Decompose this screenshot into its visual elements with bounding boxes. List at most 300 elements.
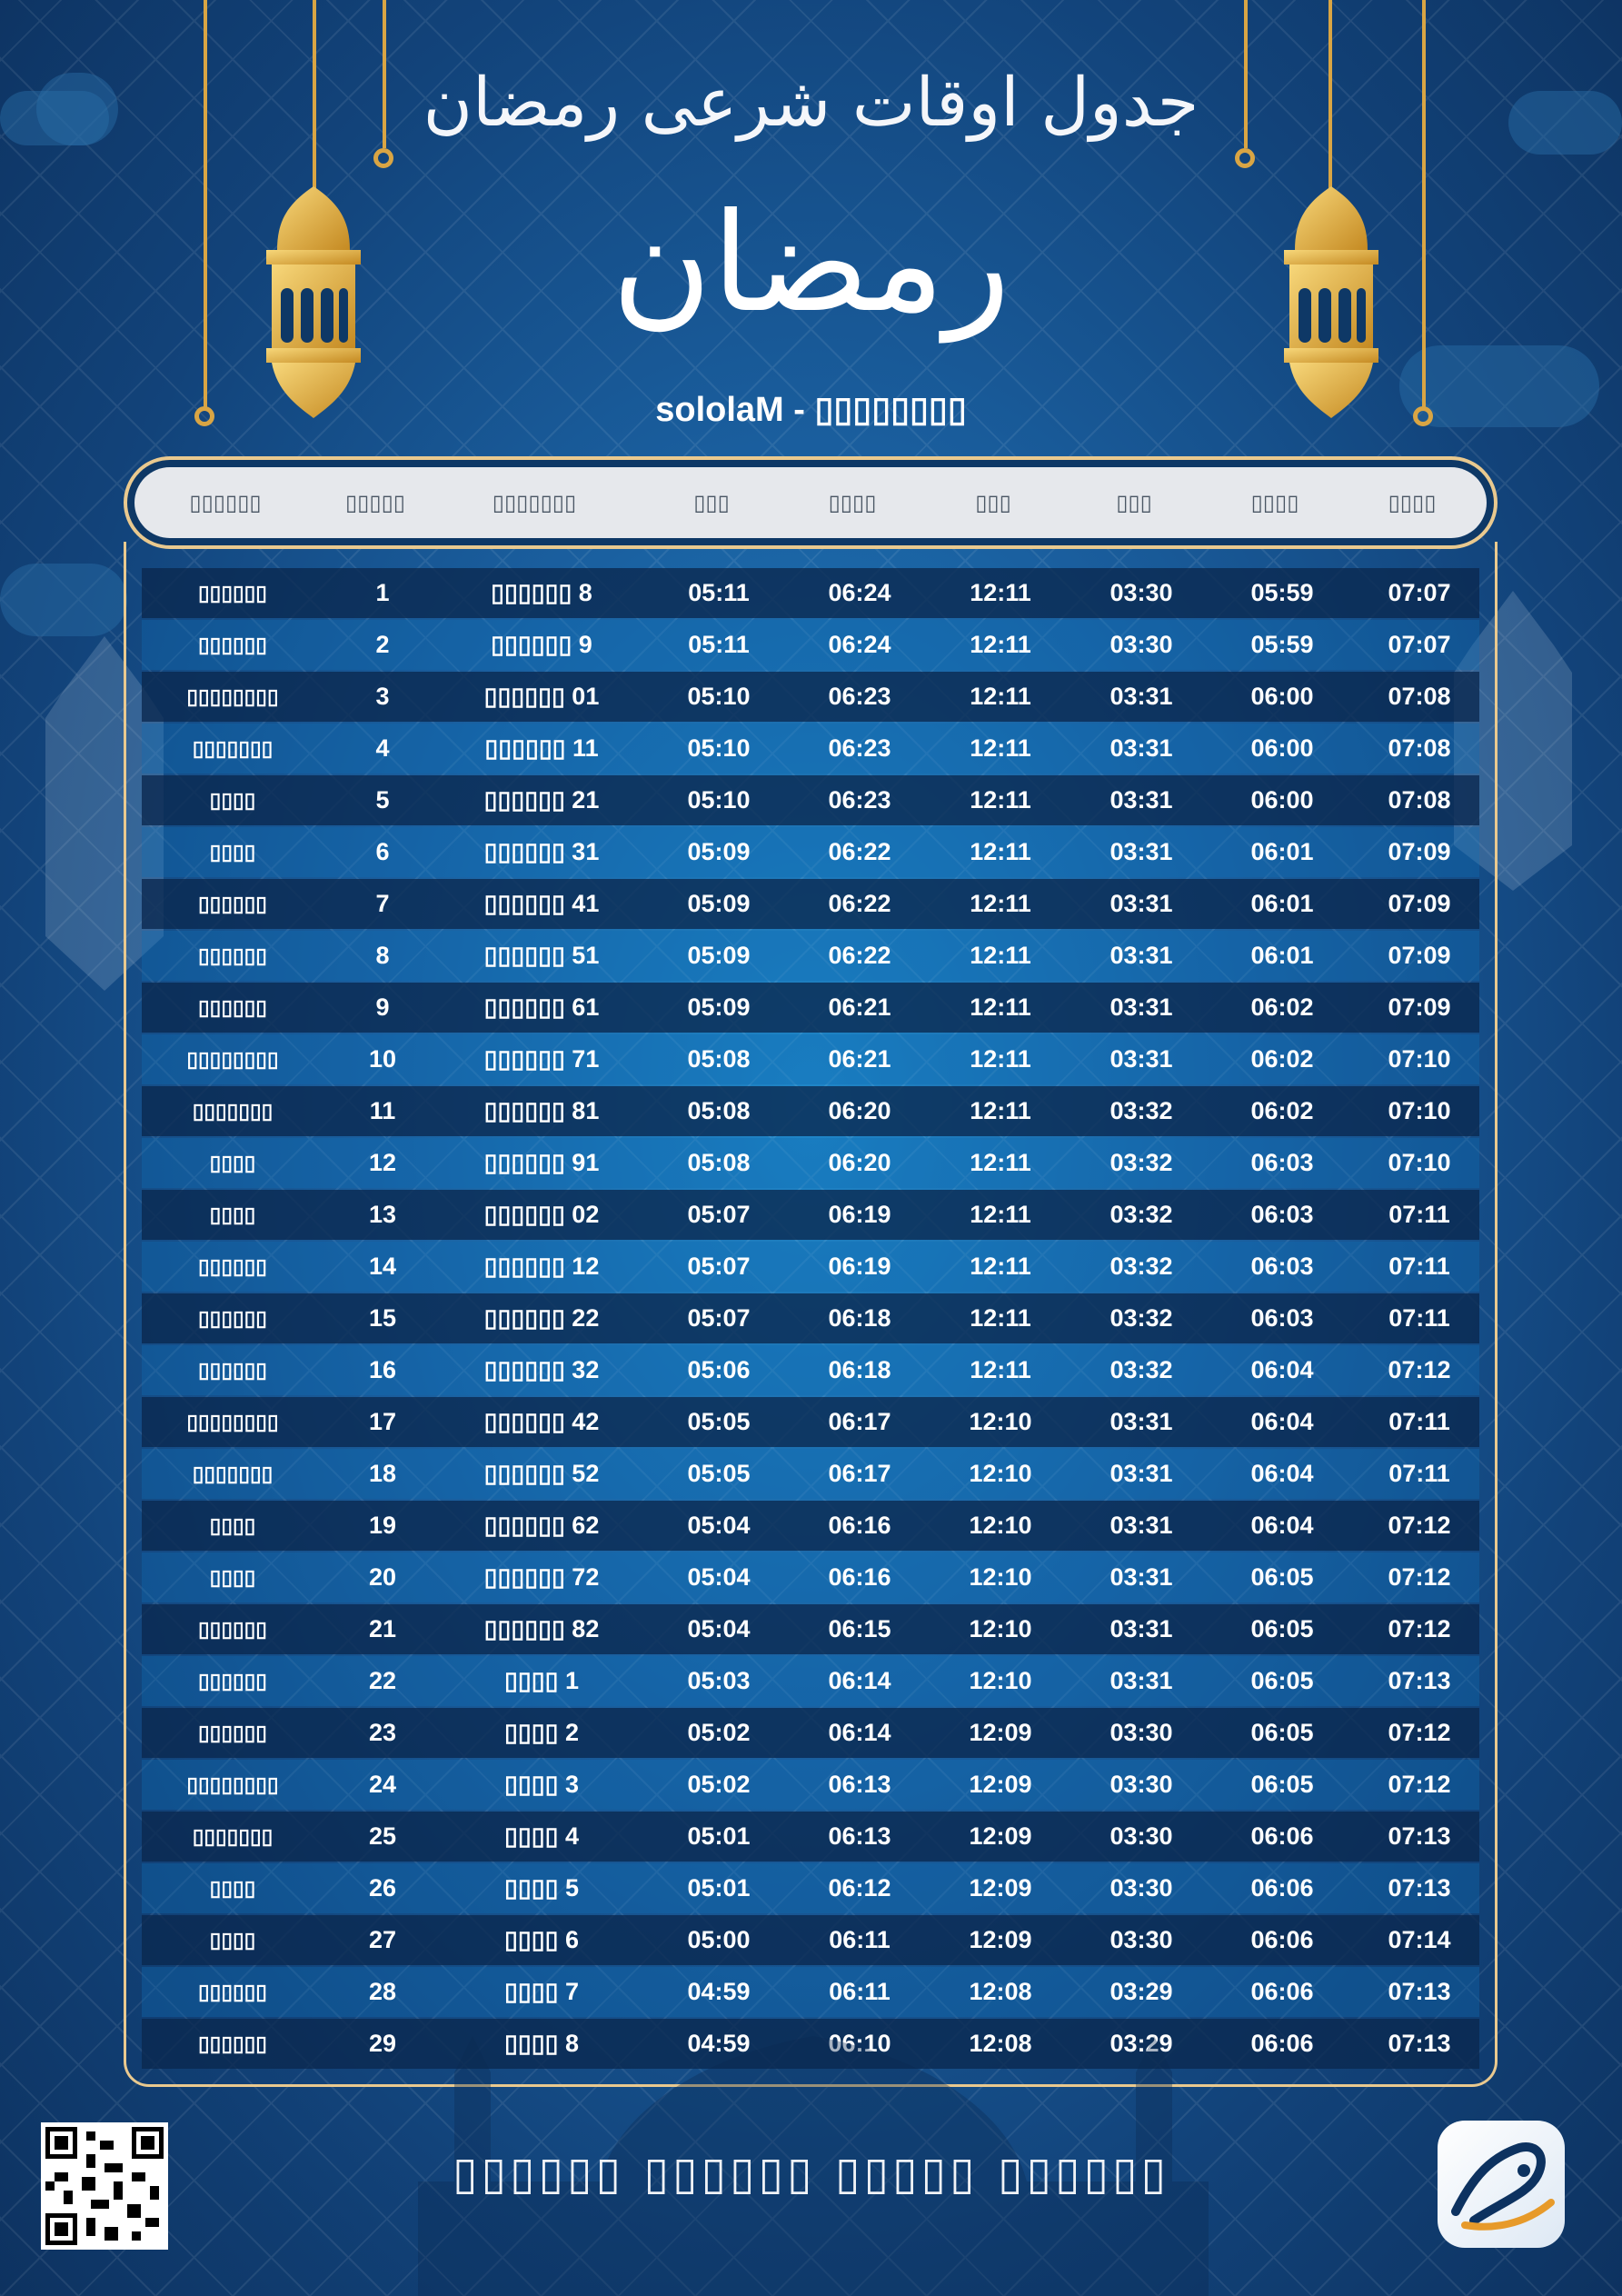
table-cell: 07:07 <box>1388 631 1451 658</box>
table-cell: 05:09 <box>687 942 751 969</box>
table-cell: 06:13 <box>828 1771 891 1798</box>
column-header: ▯▯▯ <box>1116 490 1152 515</box>
table-cell: 06:11 <box>829 1926 891 1953</box>
table-cell: 05:08 <box>687 1045 751 1073</box>
table-cell: 06:23 <box>828 786 891 814</box>
table-cell: 07:07 <box>1388 579 1451 606</box>
table-cell: 05:59 <box>1250 631 1314 658</box>
table-cell: 12:09 <box>969 1874 1032 1902</box>
table-cell: ▯▯▯▯ 4 <box>504 1822 579 1850</box>
table-cell: 05:06 <box>687 1356 751 1383</box>
table-cell: 28 <box>368 1978 397 2005</box>
column-header: ▯▯▯▯▯▯▯ <box>492 490 577 515</box>
table-cell: 05:05 <box>687 1460 751 1487</box>
table-cell: 03:31 <box>1110 734 1173 762</box>
table-cell: ▯▯▯▯▯▯▯ <box>192 736 274 760</box>
table-cell: 07:13 <box>1388 1978 1451 2005</box>
table-cell: 06:05 <box>1250 1719 1314 1746</box>
table-row <box>142 1604 1479 1654</box>
table-cell: 03:31 <box>1110 890 1173 917</box>
table-cell: 06:17 <box>828 1408 891 1435</box>
table-cell: ▯▯▯▯▯▯ 01 <box>483 683 600 710</box>
column-header: ▯▯▯▯ <box>828 490 877 515</box>
table-cell: ▯▯▯▯▯▯ <box>198 1669 267 1692</box>
table-cell: ▯▯▯▯▯▯ <box>198 943 267 967</box>
table-cell: 17 <box>368 1408 397 1435</box>
table-cell: ▯▯▯▯▯▯ <box>198 1306 267 1330</box>
table-cell: 21 <box>368 1615 397 1642</box>
table-cell: ▯▯▯▯▯▯ 82 <box>483 1615 600 1642</box>
table-cell: 07:09 <box>1388 942 1451 969</box>
table-cell: ▯▯▯▯▯▯ 11 <box>484 734 599 762</box>
table-cell: 12:11 <box>970 579 1031 606</box>
table-cell: 05:07 <box>687 1201 751 1228</box>
table-cell: 05:08 <box>687 1149 751 1176</box>
column-header: ▯▯▯▯ <box>1250 490 1299 515</box>
table-cell: 05:03 <box>687 1667 751 1694</box>
table-cell: 06:17 <box>828 1460 891 1487</box>
table-cell: 03:31 <box>1110 786 1173 814</box>
table-cell: 12:11 <box>970 942 1031 969</box>
table-cell: 03:30 <box>1110 1926 1173 1953</box>
table-cell: 05:00 <box>687 1926 751 1953</box>
table-cell: ▯▯▯▯▯▯ <box>198 1721 267 1744</box>
table-cell: 06:20 <box>828 1149 891 1176</box>
table-row <box>142 1760 1479 1810</box>
table-cell: 2 <box>375 631 390 658</box>
table-cell: 07:12 <box>1388 1615 1451 1642</box>
table-cell: 06:03 <box>1250 1253 1314 1280</box>
table-cell: 06:00 <box>1250 683 1314 710</box>
table-cell: 06:10 <box>828 2030 891 2057</box>
table-cell: 06:05 <box>1250 1667 1314 1694</box>
table-row <box>142 724 1479 774</box>
table-cell: ▯▯▯▯▯▯ 02 <box>483 1201 600 1228</box>
table-cell: ▯▯▯▯ 8 <box>504 2030 579 2057</box>
table-row <box>142 1034 1479 1084</box>
table-cell: ▯▯▯▯▯▯ 12 <box>483 1253 600 1280</box>
table-row <box>142 620 1479 670</box>
table-cell: ▯▯▯▯▯▯ <box>198 892 267 915</box>
table-cell: ▯▯▯▯ 7 <box>504 1978 579 2005</box>
table-cell: 07:12 <box>1388 1356 1451 1383</box>
table-cell: 03:31 <box>1110 993 1173 1021</box>
table-cell: 07:08 <box>1388 683 1451 710</box>
table-cell: ▯▯▯▯ <box>209 1565 256 1589</box>
table-cell: 06:21 <box>828 1045 891 1073</box>
table-cell: 06:03 <box>1250 1304 1314 1332</box>
table-cell: 05:10 <box>687 683 751 710</box>
table-cell: 07:13 <box>1388 1822 1451 1850</box>
table-cell: 05:10 <box>687 734 751 762</box>
table-cell: ▯▯▯▯ 5 <box>504 1874 579 1902</box>
table-cell: ▯▯▯▯ <box>209 788 256 812</box>
table-cell: ▯▯▯▯▯▯ 22 <box>483 1304 600 1332</box>
table-cell: ▯▯▯▯ <box>209 1151 256 1174</box>
table-cell: 06:03 <box>1250 1149 1314 1176</box>
table-cell: 12:11 <box>970 786 1031 814</box>
ramadan-title: رمضان <box>612 185 1010 343</box>
table-cell: 06:02 <box>1250 993 1314 1021</box>
table-cell: 06:12 <box>828 1874 891 1902</box>
table-cell: 05:05 <box>687 1408 751 1435</box>
table-cell: 12:10 <box>969 1667 1032 1694</box>
table-cell: ▯▯▯▯▯▯ <box>198 1254 267 1278</box>
table-cell: ▯▯▯▯ 2 <box>504 1719 579 1746</box>
table-row <box>142 1552 1479 1602</box>
table-cell: 12:09 <box>969 1926 1032 1953</box>
table-cell: 12:09 <box>969 1771 1032 1798</box>
table-cell: 03:29 <box>1110 1978 1173 2005</box>
table-cell: 07:09 <box>1388 993 1451 1021</box>
table-cell: 12:08 <box>969 1978 1032 2005</box>
table-cell: 12:10 <box>969 1563 1032 1591</box>
table-cell: ▯▯▯▯▯▯ <box>198 581 267 604</box>
table-cell: 07:14 <box>1388 1926 1451 1953</box>
table-cell: 06:06 <box>1250 1926 1314 1953</box>
table-cell: ▯▯▯▯ <box>209 1928 256 1952</box>
table-cell: ▯▯▯▯▯▯▯ <box>192 1824 274 1848</box>
table-cell: ▯▯▯▯ <box>209 840 256 863</box>
table-header <box>124 456 1498 549</box>
column-header: ▯▯▯▯▯▯ <box>189 490 262 515</box>
table-cell: ▯▯▯▯▯▯▯▯ <box>186 1047 279 1071</box>
table-cell: 03:30 <box>1110 1874 1173 1902</box>
table-cell: ▯▯▯▯▯▯ 9 <box>491 631 592 658</box>
table-cell: 07:12 <box>1388 1771 1451 1798</box>
table-cell: 06:03 <box>1250 1201 1314 1228</box>
table-cell: 12:11 <box>970 890 1031 917</box>
table-cell: 06:20 <box>828 1097 891 1124</box>
table-cell: 12:10 <box>969 1615 1032 1642</box>
table-cell: 07:08 <box>1388 734 1451 762</box>
table-cell: 06:16 <box>828 1563 891 1591</box>
table-cell: 06:04 <box>1250 1460 1314 1487</box>
table-cell: 03:30 <box>1110 1719 1173 1746</box>
table-cell: 03:31 <box>1110 942 1173 969</box>
table-cell: ▯▯▯▯▯▯ 61 <box>483 993 600 1021</box>
table-row <box>142 1863 1479 1913</box>
table-row <box>142 1656 1479 1706</box>
table-cell: 06:18 <box>828 1356 891 1383</box>
table-cell: 06:24 <box>828 631 891 658</box>
table-cell: 18 <box>368 1460 397 1487</box>
table-cell: ▯▯▯▯ <box>209 1876 256 1900</box>
table-cell: 4 <box>375 734 390 762</box>
table-cell: 07:11 <box>1388 1408 1450 1435</box>
table-cell: 05:09 <box>687 890 751 917</box>
table-cell: 3 <box>375 683 390 710</box>
table-row <box>142 1708 1479 1758</box>
table-cell: 07:12 <box>1388 1563 1451 1591</box>
table-cell: 07:13 <box>1388 1874 1451 1902</box>
table-cell: 06:14 <box>828 1667 891 1694</box>
table-cell: 03:32 <box>1110 1304 1173 1332</box>
table-cell: 05:01 <box>687 1874 751 1902</box>
table-row <box>142 672 1479 722</box>
chain-ring <box>1235 148 1255 168</box>
table-cell: 06:22 <box>828 890 891 917</box>
table-cell: 06:21 <box>828 993 891 1021</box>
table-cell: 07:09 <box>1388 838 1451 865</box>
table-cell: 03:32 <box>1110 1097 1173 1124</box>
table-cell: 07:12 <box>1388 1719 1451 1746</box>
page-title: جدول اوقات شرعی رمضان <box>423 64 1199 142</box>
table-cell: 12:11 <box>970 1304 1031 1332</box>
table-cell: 06:00 <box>1250 734 1314 762</box>
table-cell: 03:30 <box>1110 579 1173 606</box>
table-row <box>142 879 1479 929</box>
table-row <box>142 1293 1479 1343</box>
table-cell: 05:08 <box>687 1097 751 1124</box>
table-cell: ▯▯▯▯▯▯ 62 <box>483 1512 600 1539</box>
table-cell: 03:32 <box>1110 1253 1173 1280</box>
table-cell: ▯▯▯▯▯▯ 21 <box>483 786 600 814</box>
table-cell: 12 <box>368 1149 397 1176</box>
column-header: ▯▯▯▯▯ <box>344 490 406 515</box>
table-cell: 12:11 <box>970 838 1031 865</box>
table-cell: 15 <box>368 1304 397 1332</box>
table-cell: 04:59 <box>687 1978 751 2005</box>
table-cell: 06:24 <box>828 579 891 606</box>
table-cell: 22 <box>368 1667 397 1694</box>
table-cell: 5 <box>375 786 390 814</box>
table-cell: 11 <box>369 1097 396 1124</box>
table-cell: 12:11 <box>970 1097 1031 1124</box>
table-cell: 06:22 <box>828 838 891 865</box>
table-cell: 05:04 <box>687 1615 751 1642</box>
table-row <box>142 568 1479 618</box>
table-cell: ▯▯▯▯▯▯ 8 <box>491 579 592 606</box>
table-cell: 12:11 <box>970 1253 1031 1280</box>
table-cell: 07:11 <box>1388 1201 1450 1228</box>
table-cell: 12:11 <box>970 683 1031 710</box>
table-cell: 03:31 <box>1110 838 1173 865</box>
table-cell: 03:31 <box>1110 1408 1173 1435</box>
table-cell: 07:12 <box>1388 1512 1451 1539</box>
table-cell: ▯▯▯▯▯▯▯▯ <box>186 1410 279 1433</box>
table-cell: 03:30 <box>1110 1771 1173 1798</box>
table-cell: 12:11 <box>970 1356 1031 1383</box>
table-cell: ▯▯▯▯▯▯▯▯ <box>186 1772 279 1796</box>
table-row <box>142 931 1479 981</box>
table-cell: ▯▯▯▯▯▯ 41 <box>483 890 600 917</box>
table-cell: 06:01 <box>1250 942 1314 969</box>
table-cell: 07:10 <box>1388 1149 1451 1176</box>
table-cell: 20 <box>368 1563 397 1591</box>
table-cell: 12:10 <box>969 1408 1032 1435</box>
table-cell: 06:02 <box>1250 1097 1314 1124</box>
table-cell: 03:29 <box>1110 2030 1173 2057</box>
table-cell: ▯▯▯▯▯▯ 51 <box>483 942 600 969</box>
table-cell: 12:10 <box>969 1460 1032 1487</box>
table-cell: 10 <box>368 1045 397 1073</box>
table-cell: 05:59 <box>1250 579 1314 606</box>
table-cell: ▯▯▯▯▯▯▯▯ <box>186 684 279 708</box>
table-cell: ▯▯▯▯▯▯ 42 <box>483 1408 600 1435</box>
table-cell: 1 <box>375 579 390 606</box>
table-cell: 07:10 <box>1388 1045 1451 1073</box>
table-cell: 06:14 <box>828 1719 891 1746</box>
table-cell: 06:18 <box>828 1304 891 1332</box>
table-cell: 06:15 <box>828 1615 891 1642</box>
column-header: ▯▯▯▯ <box>1388 490 1437 515</box>
table-cell: 07:13 <box>1388 1667 1451 1694</box>
column-header: ▯▯▯ <box>693 490 730 515</box>
table-cell: 19 <box>368 1512 397 1539</box>
table-cell: ▯▯▯▯▯▯ 81 <box>483 1097 600 1124</box>
table-cell: 06:04 <box>1250 1408 1314 1435</box>
table-cell: ▯▯▯▯▯▯▯ <box>192 1099 274 1123</box>
table-cell: 06:16 <box>828 1512 891 1539</box>
table-cell: 8 <box>375 942 390 969</box>
table-cell: 03:31 <box>1110 1460 1173 1487</box>
table-row <box>142 1501 1479 1551</box>
table-cell: 05:11 <box>688 631 750 658</box>
table-cell: 03:32 <box>1110 1149 1173 1176</box>
table-cell: 03:31 <box>1110 683 1173 710</box>
table-cell: 06:19 <box>828 1253 891 1280</box>
table-cell: 06:01 <box>1250 890 1314 917</box>
table-cell: ▯▯▯▯▯▯ 72 <box>483 1563 600 1591</box>
table-cell: 03:32 <box>1110 1201 1173 1228</box>
table-cell: ▯▯▯▯▯▯ 31 <box>483 838 600 865</box>
table-cell: 06:05 <box>1250 1771 1314 1798</box>
table-cell: 24 <box>368 1771 397 1798</box>
table-cell: ▯▯▯▯▯▯ <box>198 1617 267 1641</box>
table-cell: 12:11 <box>970 1201 1031 1228</box>
table-row <box>142 775 1479 825</box>
table-cell: 05:01 <box>687 1822 751 1850</box>
table-cell: 16 <box>368 1356 397 1383</box>
table-row <box>142 1449 1479 1499</box>
table-cell: 03:30 <box>1110 1822 1173 1850</box>
table-cell: 07:13 <box>1388 2030 1451 2057</box>
brand-logo-icon <box>1438 2121 1565 2248</box>
table-row <box>142 1397 1479 1447</box>
table-cell: 07:11 <box>1388 1460 1450 1487</box>
location-subtitle: sololaM - ▯▯▯▯▯▯▯▯ <box>655 391 967 429</box>
table-cell: 12:11 <box>970 734 1031 762</box>
table-header-inner <box>134 467 1487 538</box>
table-cell: 03:31 <box>1110 1512 1173 1539</box>
table-row <box>142 1086 1479 1136</box>
table-cell: 06:06 <box>1250 2030 1314 2057</box>
table-cell: ▯▯▯▯▯▯ 91 <box>483 1149 600 1176</box>
table-cell: 03:31 <box>1110 1045 1173 1073</box>
table-cell: 12:09 <box>969 1719 1032 1746</box>
table-cell: 06:01 <box>1250 838 1314 865</box>
table-cell: 03:31 <box>1110 1563 1173 1591</box>
table-row <box>142 1190 1479 1240</box>
table-cell: 06:23 <box>828 683 891 710</box>
table-cell: ▯▯▯▯ 1 <box>504 1667 579 1694</box>
table-cell: 05:04 <box>687 1563 751 1591</box>
table-cell: 07:10 <box>1388 1097 1451 1124</box>
table-cell: ▯▯▯▯▯▯ <box>198 633 267 656</box>
table-cell: 06:02 <box>1250 1045 1314 1073</box>
table-cell: ▯▯▯▯▯▯ 32 <box>483 1356 600 1383</box>
table-cell: 05:10 <box>687 786 751 814</box>
table-cell: 04:59 <box>687 2030 751 2057</box>
table-cell: 06:19 <box>828 1201 891 1228</box>
table-cell: 05:07 <box>687 1304 751 1332</box>
table-cell: ▯▯▯▯▯▯ <box>198 1358 267 1382</box>
table-cell: ▯▯▯▯▯▯ 71 <box>483 1045 600 1073</box>
table-cell: 26 <box>368 1874 397 1902</box>
table-cell: 07:08 <box>1388 786 1451 814</box>
table-cell: 12:08 <box>969 2030 1032 2057</box>
table-cell: 03:30 <box>1110 631 1173 658</box>
table-row <box>142 1915 1479 1965</box>
table-cell: 25 <box>368 1822 397 1850</box>
table-row <box>142 983 1479 1033</box>
table-cell: 06:23 <box>828 734 891 762</box>
column-header: ▯▯▯ <box>975 490 1011 515</box>
table-row <box>142 827 1479 877</box>
table-cell: 07:11 <box>1388 1253 1450 1280</box>
table-cell: ▯▯▯▯▯▯ <box>198 995 267 1019</box>
table-cell: 05:09 <box>687 993 751 1021</box>
table-cell: 05:02 <box>687 1719 751 1746</box>
table-cell: 03:31 <box>1110 1615 1173 1642</box>
table-cell: 12:11 <box>970 1149 1031 1176</box>
table-cell: ▯▯▯▯▯▯ <box>198 2031 267 2055</box>
table-row <box>142 1138 1479 1188</box>
table-cell: 06:00 <box>1250 786 1314 814</box>
table-cell: 14 <box>368 1253 397 1280</box>
table-cell: 05:09 <box>687 838 751 865</box>
table-cell: 06:05 <box>1250 1563 1314 1591</box>
table-cell: 06:11 <box>829 1978 891 2005</box>
table-cell: 13 <box>368 1201 397 1228</box>
table-cell: 06:04 <box>1250 1512 1314 1539</box>
table-cell: ▯▯▯▯▯▯▯ <box>192 1462 274 1485</box>
table-cell: 06:06 <box>1250 1822 1314 1850</box>
table-cell: 07:11 <box>1388 1304 1450 1332</box>
table-cell: 03:31 <box>1110 1667 1173 1694</box>
table-cell: ▯▯▯▯ <box>209 1513 256 1537</box>
table-cell: 05:02 <box>687 1771 751 1798</box>
table-cell: 06:22 <box>828 942 891 969</box>
chain-ring <box>373 148 393 168</box>
table-cell: 06:05 <box>1250 1615 1314 1642</box>
table-cell: 29 <box>368 2030 397 2057</box>
cloud-decoration <box>0 564 127 636</box>
table-cell: 06:04 <box>1250 1356 1314 1383</box>
table-cell: 05:11 <box>688 579 750 606</box>
table-cell: 03:32 <box>1110 1356 1173 1383</box>
table-cell: ▯▯▯▯ 6 <box>504 1926 579 1953</box>
table-cell: ▯▯▯▯ <box>209 1203 256 1226</box>
table-row <box>142 1242 1479 1292</box>
table-row <box>142 1345 1479 1395</box>
table-cell: 12:11 <box>970 993 1031 1021</box>
footer-text: ▯▯▯▯▯▯ ▯▯▯▯▯▯ ▯▯▯▯▯ ▯▯▯▯▯▯ <box>452 2147 1170 2200</box>
table-cell: 12:10 <box>969 1512 1032 1539</box>
table-cell: ▯▯▯▯ 3 <box>504 1771 579 1798</box>
table-cell: ▯▯▯▯▯▯ 52 <box>483 1460 600 1487</box>
table-cell: ▯▯▯▯▯▯ <box>198 1980 267 2003</box>
prayer-times-table <box>142 568 1479 2071</box>
table-cell: 6 <box>375 838 390 865</box>
table-cell: 05:07 <box>687 1253 751 1280</box>
table-cell: 12:11 <box>970 1045 1031 1073</box>
table-cell: 12:09 <box>969 1822 1032 1850</box>
table-cell: 12:11 <box>970 631 1031 658</box>
table-cell: 06:06 <box>1250 1874 1314 1902</box>
table-row <box>142 1812 1479 1862</box>
